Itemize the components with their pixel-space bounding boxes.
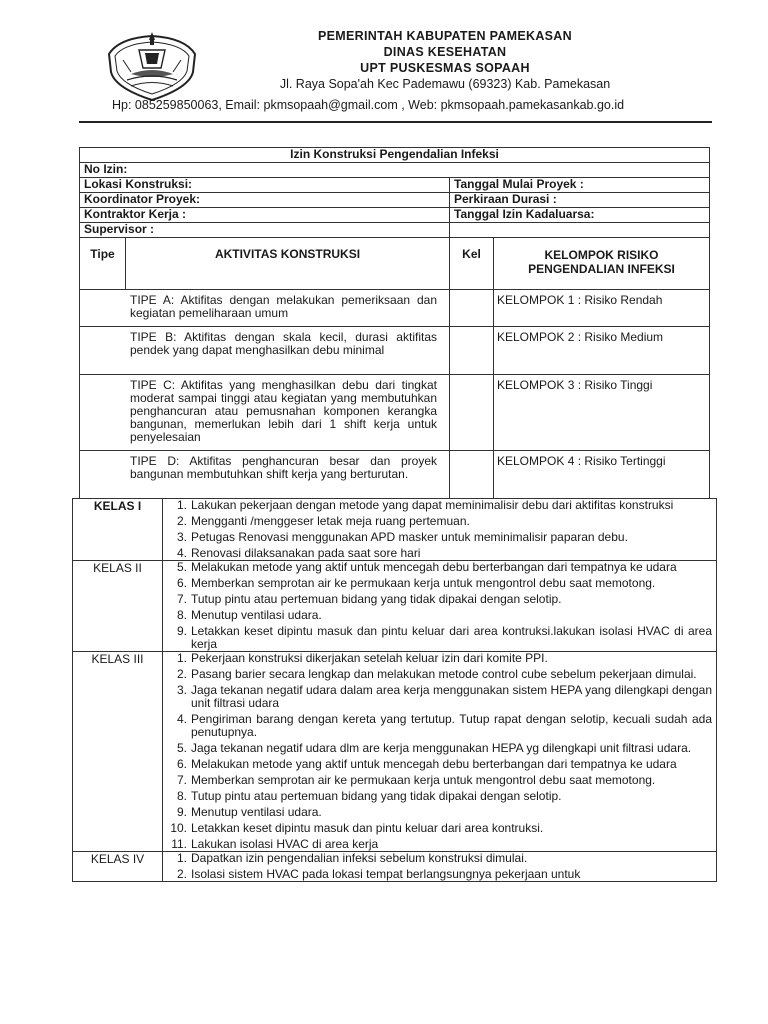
class-row (73, 499, 717, 561)
list-item: 2. Pasang barier secara lengkap dan melakukan metode control cube sebelum pekerjaan dimulai. (176, 667, 697, 681)
class-items (163, 561, 717, 652)
kel-cell (450, 290, 494, 327)
list-item: 9. Menutup ventilasi udara. (176, 805, 322, 819)
type-b-activity: TIPE B: Aktifitas dengan skala kecil, durasi aktifitas pendek yang dapat menghasilkan debu minimal (80, 327, 450, 375)
group-1: KELOMPOK 1 : Risiko Rendah (494, 290, 710, 327)
list-item: 1. Pekerjaan konstruksi dikerjakan setelah keluar izin dari komite PPI. (176, 651, 548, 665)
class-items (163, 852, 717, 882)
list-item: 11. Lakukan isolasi HVAC di area kerja (171, 837, 379, 851)
list-item: 1. Lakukan pekerjaan dengan metode yang dapat meminimalisir debu dari aktifitas konstruksi (176, 498, 674, 512)
field-no-izin: No Izin: (80, 163, 710, 178)
table-row (80, 451, 710, 499)
field-lokasi: Lokasi Konstruksi: (80, 178, 450, 193)
list-item: 6. Melakukan metode yang aktif untuk mencegah debu berterbangan dari tempatnya ke udara (176, 757, 677, 771)
government-name: PEMERINTAH KABUPATEN PAMEKASAN (318, 29, 572, 43)
field-koordinator: Koordinator Proyek: (80, 193, 450, 208)
list-item: 8. Menutup ventilasi udara. (176, 608, 322, 622)
list-item: 7. Tutup pintu atau pertemuan bidang yang tidak dipakai dengan selotip. (176, 592, 562, 606)
list-item: 5. Jaga tekanan negatif udara dlm are kerja menggunakan HEPA yg dilengkapi unit filtrasi udara. (176, 741, 692, 755)
list-item: 10. Letakkan keset dipintu masuk dan pintu keluar dari area kontruksi. (170, 821, 544, 835)
kel-cell (450, 375, 494, 451)
table-row (80, 375, 710, 451)
permit-table (79, 147, 710, 499)
list-item: 1. Dapatkan izin pengendalian infeksi sebelum konstruksi dimulai. (176, 851, 528, 865)
field-tanggal-izin: Tanggal Izin Kadaluarsa: (450, 208, 710, 223)
class-label-4: KELAS IV (73, 852, 163, 882)
list-item: 3. Petugas Renovasi menggunakan APD masker untuk meminimalisir paparan debu. (176, 530, 628, 544)
list-item: 8. Tutup pintu atau pertemuan bidang yang tidak dipakai dengan selotip. (176, 789, 562, 803)
class-label-1: KELAS I (73, 499, 163, 561)
list-item: 4. Renovasi dilaksanakan pada saat sore hari (176, 546, 421, 560)
col-kelompok: KELOMPOK RISIKO PENGENDALIAN INFEKSI (494, 238, 710, 290)
list-item: 2. Mengganti /menggeser letak meja ruang pertemuan. (176, 514, 470, 528)
type-c-activity: TIPE C: Aktifitas yang menghasilkan debu dari tingkat moderat sampai tinggi atau kegiatan yang membutuhkan penghancuran atau pemusnahan komponen kerangka bangunan, memerlukan lebih dari 1 shift kerja untuk penyelesaian (80, 375, 450, 451)
emblem-icon (101, 24, 203, 104)
table-row (80, 290, 710, 327)
field-supervisor: Supervisor : (80, 223, 450, 238)
field-perkiraan: Perkiraan Durasi : (450, 193, 710, 208)
list-item: 4. Pengiriman barang dengan kereta yang tertutup. Tutup rapat dengan selotip, kecuali sudah ada penutupnya. (176, 712, 712, 739)
clinic-contact: Hp: 085259850063, Email: pkmsopaah@gmail.com , Web: pkmsopaah.pamekasankab.go.id (112, 98, 625, 112)
type-d-activity: TIPE D: Aktifitas penghancuran besar dan proyek bangunan membutuhkan shift kerja yang berturutan. (80, 451, 450, 499)
group-3: KELOMPOK 3 : Risiko Tinggi (494, 375, 710, 451)
department-name: DINAS KESEHATAN (383, 45, 507, 59)
list-item: 6. Memberkan semprotan air ke permukaan kerja untuk mengontrol debu saat memotong. (176, 576, 656, 590)
list-item: 9. Letakkan keset dipintu masuk dan pintu keluar dari area kontruksi.lakukan isolasi HVAC di area kerja (176, 624, 712, 651)
group-2: KELOMPOK 2 : Risiko Medium (494, 327, 710, 375)
col-tipe: Tipe (80, 238, 126, 290)
class-row (73, 852, 717, 882)
class-items (163, 652, 717, 852)
list-item: 5. Melakukan metode yang aktif untuk mencegah debu berterbangan dari tempatnya ke udara (176, 560, 677, 574)
letterhead-divider (79, 121, 712, 123)
list-item: 3. Jaga tekanan negatif udara dalam area kerja menggunakan sistem HEPA yang dilengkapi dengan unit filtrasi udara (176, 683, 712, 710)
type-a-activity: TIPE A: Aktifitas dengan melakukan pemeriksaan dan kegiatan pemeliharaan umum (80, 290, 450, 327)
field-tanggal-mulai: Tanggal Mulai Proyek : (450, 178, 710, 193)
table-row (80, 327, 710, 375)
class-row (73, 652, 717, 852)
group-4: KELOMPOK 4 : Risiko Tertinggi (494, 451, 710, 499)
col-kel: Kel (450, 238, 494, 290)
permit-title: Izin Konstruksi Pengendalian Infeksi (80, 148, 710, 163)
kel-cell (450, 327, 494, 375)
regency-emblem-logo (101, 24, 203, 104)
list-item: 2. Isolasi sistem HVAC pada lokasi tempat berlangsungnya pekerjaan untuk (176, 867, 581, 881)
class-label-3: KELAS III (73, 652, 163, 852)
field-kontraktor: Kontraktor Kerja : (80, 208, 450, 223)
clinic-name: UPT PUSKESMAS SOPAAH (360, 61, 530, 75)
class-items (163, 499, 717, 561)
clinic-address: Jl. Raya Sopa'ah Kec Pademawu (69323) Kab. Pamekasan (279, 77, 611, 91)
list-item: 7. Memberkan semprotan air ke permukaan kerja untuk mengontrol debu saat memotong. (176, 773, 656, 787)
empty-cell (450, 223, 710, 238)
letterhead (200, 28, 690, 92)
col-aktivitas: AKTIVITAS KONSTRUKSI (126, 238, 450, 290)
kel-cell (450, 451, 494, 499)
class-row (73, 561, 717, 652)
class-table (72, 498, 717, 882)
class-label-2: KELAS II (73, 561, 163, 652)
